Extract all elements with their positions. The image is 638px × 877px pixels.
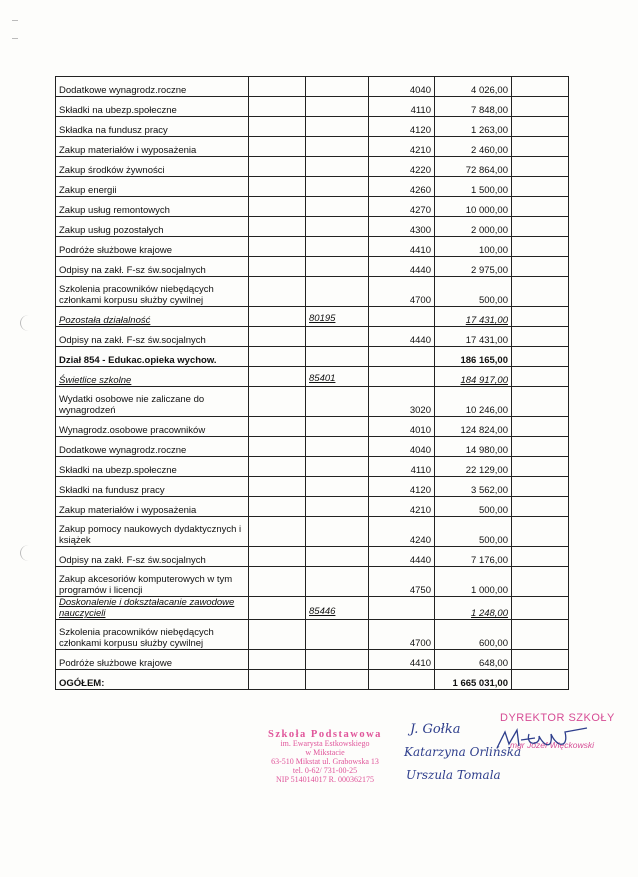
amount-cell-text: 7 848,00 <box>471 105 508 116</box>
blank-cell <box>249 497 306 517</box>
chapter-cell-text: 80195 <box>309 313 336 324</box>
amount-cell <box>435 157 512 177</box>
item-name-cell <box>56 387 249 417</box>
blank-cell <box>512 117 569 137</box>
amount-cell <box>435 97 512 117</box>
paragraph-cell <box>369 217 435 237</box>
item-name-cell <box>56 417 249 437</box>
item-name-cell <box>56 137 249 157</box>
paragraph-cell-text: 4700 <box>409 295 431 306</box>
item-name-cell <box>56 177 249 197</box>
blank-cell <box>512 177 569 197</box>
director-stamp-name: mgr Józef Więckowski <box>510 740 594 750</box>
item-name-cell <box>56 547 249 567</box>
amount-cell-text: 100,00 <box>478 245 508 256</box>
table-row <box>56 567 569 597</box>
table-row <box>56 97 569 117</box>
blank-cell <box>249 137 306 157</box>
table-row <box>56 77 569 97</box>
amount-cell <box>435 77 512 97</box>
paragraph-cell-text: 4260 <box>409 185 431 196</box>
chapter-cell-text: 85401 <box>309 373 336 384</box>
amount-cell <box>435 257 512 277</box>
blank-cell <box>249 477 306 497</box>
item-name-cell-text: Doskonalenie i dokształacanie zawodowe nauczycieli <box>59 597 235 619</box>
blank-cell <box>512 387 569 417</box>
amount-cell <box>435 277 512 307</box>
item-name-cell-text: Zakup usług pozostałych <box>59 225 164 236</box>
chapter-cell <box>306 620 369 650</box>
chapter-cell <box>306 547 369 567</box>
item-name-cell-text: OGÓŁEM: <box>59 678 105 689</box>
item-name-cell-text: Składka na fundusz pracy <box>59 125 168 136</box>
paragraph-cell <box>369 77 435 97</box>
chapter-cell <box>306 347 369 367</box>
item-name-cell-text: Zakup środków żywności <box>59 165 165 176</box>
paragraph-cell <box>369 367 435 387</box>
table-row <box>56 307 569 327</box>
blank-cell <box>249 387 306 417</box>
paragraph-cell <box>369 547 435 567</box>
blank-cell <box>249 277 306 307</box>
paragraph-cell <box>369 257 435 277</box>
chapter-cell <box>306 497 369 517</box>
school-stamp <box>245 730 405 784</box>
paragraph-cell-text: 4410 <box>409 658 431 669</box>
blank-cell <box>249 197 306 217</box>
table-row <box>56 620 569 650</box>
paragraph-cell-text: 4440 <box>409 335 431 346</box>
amount-cell <box>435 307 512 327</box>
paragraph-cell <box>369 597 435 620</box>
table-row <box>56 347 569 367</box>
paragraph-cell-text: 4750 <box>409 585 431 596</box>
paragraph-cell <box>369 307 435 327</box>
chapter-cell-text: 85446 <box>309 606 336 617</box>
paragraph-cell <box>369 457 435 477</box>
amount-cell-text: 648,00 <box>478 658 508 669</box>
blank-cell <box>249 367 306 387</box>
table-row <box>56 137 569 157</box>
chapter-cell <box>306 257 369 277</box>
amount-cell-text: 10 246,00 <box>465 405 508 416</box>
paragraph-cell-text: 4120 <box>409 125 431 136</box>
table-row <box>56 650 569 670</box>
school-stamp-line: NIP 514014017 R. 000362175 <box>276 775 374 784</box>
amount-cell <box>435 437 512 457</box>
amount-cell-text: 124 824,00 <box>460 425 508 436</box>
chapter-cell <box>306 97 369 117</box>
amount-cell-text: 500,00 <box>478 295 508 306</box>
blank-cell <box>512 417 569 437</box>
chapter-cell <box>306 567 369 597</box>
paragraph-cell <box>369 347 435 367</box>
item-name-cell-text: Szkolenia pracowników niebędących członkami korpusu służby cywilnej <box>59 627 214 649</box>
blank-cell <box>249 117 306 137</box>
blank-cell <box>249 347 306 367</box>
paragraph-cell <box>369 517 435 547</box>
punch-hole-top <box>20 315 37 331</box>
item-name-cell-text: Wydatki osobowe nie zaliczane do wynagrodzeń <box>59 394 205 416</box>
item-name-cell <box>56 277 249 307</box>
item-name-cell <box>56 327 249 347</box>
paragraph-cell-text: 4410 <box>409 245 431 256</box>
blank-cell <box>512 307 569 327</box>
chapter-cell <box>306 477 369 497</box>
amount-cell-text: 17 431,00 <box>465 335 508 346</box>
item-name-cell-text: Zakup pomocy naukowych dydaktycznych i książek <box>59 524 242 546</box>
paragraph-cell <box>369 117 435 137</box>
blank-cell <box>249 327 306 347</box>
paragraph-cell <box>369 567 435 597</box>
amount-cell <box>435 417 512 437</box>
item-name-cell <box>56 477 249 497</box>
paragraph-cell-text: 4240 <box>409 535 431 546</box>
item-name-cell-text: Składki na ubezp.społeczne <box>59 465 177 476</box>
item-name-cell-text: Dodatkowe wynagrodz.roczne <box>59 445 187 456</box>
blank-cell <box>249 217 306 237</box>
paragraph-cell <box>369 417 435 437</box>
item-name-cell <box>56 367 249 387</box>
item-name-cell-text: Odpisy na zakł. F-sz św.socjalnych <box>59 265 206 276</box>
blank-cell <box>512 547 569 567</box>
amount-cell-text: 22 129,00 <box>465 465 508 476</box>
table-row <box>56 217 569 237</box>
blank-cell <box>249 650 306 670</box>
amount-cell-text: 1 248,00 <box>471 608 508 619</box>
chapter-cell <box>306 237 369 257</box>
item-name-cell <box>56 257 249 277</box>
paragraph-cell-text: 4220 <box>409 165 431 176</box>
amount-cell-text: 500,00 <box>478 535 508 546</box>
blank-cell <box>512 597 569 620</box>
amount-cell-text: 3 562,00 <box>471 485 508 496</box>
amount-cell-text: 2 460,00 <box>471 145 508 156</box>
blank-cell <box>512 477 569 497</box>
amount-cell-text: 17 431,00 <box>465 315 508 326</box>
table-row <box>56 177 569 197</box>
paragraph-cell <box>369 437 435 457</box>
blank-cell <box>249 177 306 197</box>
amount-cell <box>435 327 512 347</box>
item-name-cell <box>56 497 249 517</box>
amount-cell-text: 1 000,00 <box>471 585 508 596</box>
table-row <box>56 417 569 437</box>
blank-cell <box>512 437 569 457</box>
chapter-cell <box>306 417 369 437</box>
item-name-cell <box>56 517 249 547</box>
blank-cell <box>512 217 569 237</box>
chapter-cell <box>306 597 369 620</box>
paragraph-cell <box>369 670 435 690</box>
item-name-cell-text: Zakup akcesoriów komputerowych w tym programów i licencji <box>59 574 233 596</box>
director-stamp-title: DYREKTOR SZKOŁY <box>500 712 615 724</box>
table-row <box>56 257 569 277</box>
item-name-cell-text: Składki na fundusz pracy <box>59 485 165 496</box>
blank-cell <box>512 197 569 217</box>
paragraph-cell-text: 4040 <box>409 445 431 456</box>
item-name-cell <box>56 347 249 367</box>
amount-cell <box>435 237 512 257</box>
table-row <box>56 117 569 137</box>
paragraph-cell <box>369 197 435 217</box>
blank-cell <box>512 257 569 277</box>
table-row <box>56 387 569 417</box>
paragraph-cell <box>369 327 435 347</box>
amount-cell-text: 14 980,00 <box>465 445 508 456</box>
school-stamp-line: 63-510 Mikstat ul. Grabowska 13 <box>271 757 379 766</box>
amount-cell <box>435 217 512 237</box>
chapter-cell <box>306 650 369 670</box>
table-row <box>56 670 569 690</box>
blank-cell <box>249 567 306 597</box>
fold-mark <box>12 20 18 21</box>
table-row <box>56 497 569 517</box>
item-name-cell-text: Zakup materiałów i wyposażenia <box>59 145 197 156</box>
amount-cell <box>435 670 512 690</box>
amount-cell <box>435 387 512 417</box>
blank-cell <box>512 277 569 307</box>
item-name-cell <box>56 117 249 137</box>
table-row <box>56 597 569 620</box>
budget-table <box>55 76 569 690</box>
amount-cell-text: 600,00 <box>478 638 508 649</box>
amount-cell-text: 4 026,00 <box>471 85 508 96</box>
amount-cell-text: 2 000,00 <box>471 225 508 236</box>
table-row <box>56 477 569 497</box>
signature-1: J. Gołka <box>410 722 461 737</box>
table-row <box>56 437 569 457</box>
school-stamp-line: tel. 0-62/ 731-00-25 <box>292 766 358 775</box>
paragraph-cell-text: 4210 <box>409 505 431 516</box>
blank-cell <box>249 547 306 567</box>
chapter-cell <box>306 137 369 157</box>
blank-cell <box>512 567 569 597</box>
blank-cell <box>249 517 306 547</box>
amount-cell <box>435 347 512 367</box>
chapter-cell <box>306 367 369 387</box>
blank-cell <box>249 237 306 257</box>
fold-mark <box>12 38 18 39</box>
table-row <box>56 547 569 567</box>
signature-3: Urszula Tomala <box>406 768 501 782</box>
chapter-cell <box>306 177 369 197</box>
item-name-cell-text: Odpisy na zakł. F-sz św.socjalnych <box>59 555 206 566</box>
amount-cell-text: 2 975,00 <box>471 265 508 276</box>
school-stamp-line: w Mikstacie <box>305 748 345 757</box>
paragraph-cell-text: 4270 <box>409 205 431 216</box>
item-name-cell <box>56 197 249 217</box>
paragraph-cell <box>369 650 435 670</box>
table-row <box>56 157 569 177</box>
blank-cell <box>249 670 306 690</box>
amount-cell <box>435 497 512 517</box>
paragraph-cell <box>369 387 435 417</box>
blank-cell <box>512 650 569 670</box>
amount-cell <box>435 517 512 547</box>
chapter-cell <box>306 387 369 417</box>
blank-cell <box>512 137 569 157</box>
punch-hole-bottom <box>20 545 37 561</box>
paragraph-cell <box>369 620 435 650</box>
item-name-cell-text: Wynagrodz.osobowe pracowników <box>59 425 206 436</box>
paragraph-cell-text: 4700 <box>409 638 431 649</box>
item-name-cell <box>56 670 249 690</box>
amount-cell <box>435 367 512 387</box>
amount-cell <box>435 620 512 650</box>
blank-cell <box>249 97 306 117</box>
chapter-cell <box>306 117 369 137</box>
blank-cell <box>512 327 569 347</box>
amount-cell <box>435 597 512 620</box>
table-row <box>56 237 569 257</box>
amount-cell <box>435 547 512 567</box>
paragraph-cell-text: 4120 <box>409 485 431 496</box>
paragraph-cell-text: 4110 <box>410 465 431 476</box>
blank-cell <box>512 347 569 367</box>
paragraph-cell <box>369 157 435 177</box>
paragraph-cell <box>369 237 435 257</box>
chapter-cell <box>306 157 369 177</box>
item-name-cell <box>56 97 249 117</box>
paragraph-cell <box>369 497 435 517</box>
blank-cell <box>512 97 569 117</box>
item-name-cell <box>56 457 249 477</box>
blank-cell <box>249 77 306 97</box>
blank-cell <box>512 457 569 477</box>
chapter-cell <box>306 307 369 327</box>
amount-cell-text: 184 917,00 <box>460 375 508 386</box>
amount-cell-text: 186 165,00 <box>460 355 508 366</box>
amount-cell <box>435 137 512 157</box>
table-row <box>56 517 569 547</box>
blank-cell <box>249 157 306 177</box>
amount-cell-text: 10 000,00 <box>465 205 508 216</box>
paragraph-cell <box>369 97 435 117</box>
item-name-cell <box>56 567 249 597</box>
paragraph-cell-text: 4110 <box>410 105 431 116</box>
amount-cell <box>435 117 512 137</box>
table-row <box>56 277 569 307</box>
paragraph-cell-text: 4440 <box>409 555 431 566</box>
blank-cell <box>512 77 569 97</box>
item-name-cell <box>56 77 249 97</box>
blank-cell <box>249 457 306 477</box>
item-name-cell <box>56 157 249 177</box>
blank-cell <box>249 437 306 457</box>
amount-cell <box>435 567 512 597</box>
amount-cell-text: 500,00 <box>478 505 508 516</box>
item-name-cell <box>56 597 249 620</box>
blank-cell <box>249 417 306 437</box>
paragraph-cell-text: 4010 <box>409 425 431 436</box>
amount-cell-text: 1 263,00 <box>471 125 508 136</box>
item-name-cell-text: Składki na ubezp.społeczne <box>59 105 177 116</box>
blank-cell <box>249 257 306 277</box>
paragraph-cell <box>369 477 435 497</box>
chapter-cell <box>306 77 369 97</box>
table-row <box>56 327 569 347</box>
table-row <box>56 367 569 387</box>
item-name-cell <box>56 620 249 650</box>
paragraph-cell-text: 4210 <box>409 145 431 156</box>
table-row <box>56 457 569 477</box>
paragraph-cell-text: 3020 <box>409 405 431 416</box>
blank-cell <box>249 597 306 620</box>
paragraph-cell-text: 4040 <box>409 85 431 96</box>
paragraph-cell <box>369 137 435 157</box>
chapter-cell <box>306 217 369 237</box>
blank-cell <box>512 237 569 257</box>
paragraph-cell <box>369 177 435 197</box>
item-name-cell <box>56 650 249 670</box>
amount-cell <box>435 197 512 217</box>
amount-cell-text: 72 864,00 <box>465 165 508 176</box>
chapter-cell <box>306 517 369 547</box>
amount-cell-text: 1 500,00 <box>471 185 508 196</box>
item-name-cell <box>56 217 249 237</box>
blank-cell <box>249 620 306 650</box>
table-row <box>56 197 569 217</box>
paragraph-cell-text: 4440 <box>409 265 431 276</box>
blank-cell <box>512 497 569 517</box>
chapter-cell <box>306 197 369 217</box>
item-name-cell-text: Pozostała działalność <box>59 315 151 326</box>
item-name-cell-text: Świetlice szkolne <box>59 375 132 386</box>
item-name-cell <box>56 437 249 457</box>
school-stamp-title: Szkoła Podstawowa <box>268 729 382 740</box>
amount-cell-text: 7 176,00 <box>471 555 508 566</box>
blank-cell <box>512 517 569 547</box>
amount-cell <box>435 457 512 477</box>
item-name-cell-text: Szkolenia pracowników niebędących członkami korpusu służby cywilnej <box>59 284 214 306</box>
blank-cell <box>512 157 569 177</box>
chapter-cell <box>306 277 369 307</box>
item-name-cell-text: Odpisy na zakł. F-sz św.socjalnych <box>59 335 206 346</box>
chapter-cell <box>306 437 369 457</box>
item-name-cell-text: Podróże służbowe krajowe <box>59 245 173 256</box>
signature-2: Katarzyna Orlińska <box>404 745 522 759</box>
blank-cell <box>512 367 569 387</box>
item-name-cell <box>56 307 249 327</box>
blank-cell <box>512 620 569 650</box>
amount-cell <box>435 477 512 497</box>
item-name-cell <box>56 237 249 257</box>
chapter-cell <box>306 670 369 690</box>
item-name-cell-text: Zakup materiałów i wyposażenia <box>59 505 197 516</box>
item-name-cell-text: Dodatkowe wynagrodz.roczne <box>59 85 187 96</box>
school-stamp-line: im. Ewarysta Estkowskiego <box>280 739 370 748</box>
item-name-cell-text: Dział 854 - Edukac.opieka wychow. <box>59 355 217 366</box>
paragraph-cell-text: 4300 <box>409 225 431 236</box>
amount-cell <box>435 177 512 197</box>
blank-cell <box>249 307 306 327</box>
blank-cell <box>512 670 569 690</box>
paragraph-cell <box>369 277 435 307</box>
chapter-cell <box>306 327 369 347</box>
chapter-cell <box>306 457 369 477</box>
item-name-cell-text: Zakup energii <box>59 185 117 196</box>
item-name-cell-text: Podróże służbowe krajowe <box>59 658 173 669</box>
amount-cell <box>435 650 512 670</box>
item-name-cell-text: Zakup usług remontowych <box>59 205 170 216</box>
amount-cell-text: 1 665 031,00 <box>452 678 508 689</box>
